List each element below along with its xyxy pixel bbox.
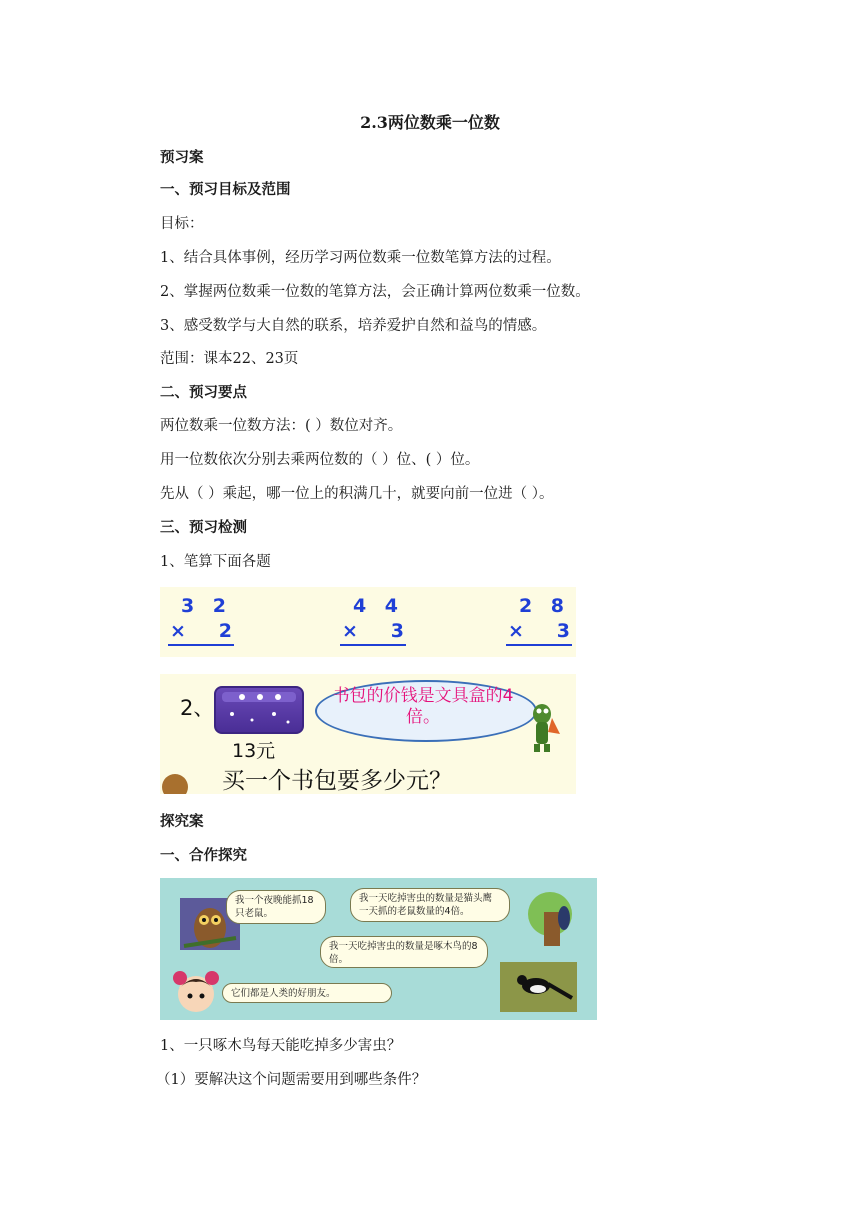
key-point-3: 先从（ ）乘起，哪一位上的积满几十，就要向前一位进（ ）。: [160, 486, 554, 502]
problem-question: 买一个书包要多少元？: [222, 768, 452, 794]
explore-question-1-sub: （1）要解决这个问题需要用到哪些条件？: [156, 1072, 427, 1088]
calc-top-number: 3 2: [180, 595, 232, 617]
multiply-sign: ×: [508, 620, 524, 642]
page-title: 2.3两位数乘一位数: [360, 113, 500, 132]
check-question-1: 1、笔算下面各题: [160, 554, 271, 570]
goal-3: 3、感受数学与大自然的联系，培养爱护自然和益鸟的情感。: [160, 318, 547, 334]
goal-1: 1、结合具体事例，经历学习两位数乘一位数笔算方法的过程。: [160, 250, 561, 266]
key-point-1: 两位数乘一位数方法：( ）数位对齐。: [160, 418, 403, 434]
vertical-calc-figure: [160, 587, 576, 657]
pencil-mascot-icon: [526, 698, 562, 754]
bubble-text: 书包的价钱是文具盒的4倍。: [332, 686, 514, 727]
calc-line: [168, 644, 234, 646]
key-point-2: 用一位数依次分别去乘两位数的（ ）位、( ）位。: [160, 452, 480, 468]
pencil-box-icon: [214, 686, 304, 734]
pencil-box-problem-figure: [160, 674, 576, 794]
girl-speech: 它们都是人类的好朋友。: [222, 983, 392, 1003]
calc-top-number: 2 8: [518, 595, 570, 617]
problem-number: 2、: [180, 696, 215, 720]
calc-line: [506, 644, 572, 646]
woodpecker-speech: 我一天吃掉害虫的数量是啄木鸟的8倍。: [320, 936, 488, 968]
calc-problem: [336, 595, 406, 647]
section2-heading: 二、预习要点: [160, 384, 247, 401]
explore-question-1: 1、一只啄木鸟每天能吃掉多少害虫？: [160, 1038, 402, 1054]
birds-figure: [160, 878, 597, 1020]
explore-section1-heading: 一、合作探究: [160, 847, 247, 864]
goal-label: 目标：: [160, 216, 204, 232]
section1-heading: 一、预习目标及范围: [160, 181, 291, 198]
girl-icon: [170, 968, 220, 1020]
calc-top-number: 4 4: [352, 595, 404, 617]
explore-heading: 探究案: [160, 813, 204, 830]
preview-heading: 预习案: [160, 149, 204, 166]
price-label: 13元: [232, 740, 276, 762]
star-pattern: [216, 688, 302, 732]
owl-speech: 我一个夜晚能抓18只老鼠。: [226, 890, 326, 924]
calc-bottom-number: 2: [218, 620, 232, 642]
calc-line: [340, 644, 406, 646]
scope-text: 范围：课本22、23页: [160, 351, 299, 367]
calc-bottom-number: 3: [556, 620, 570, 642]
section3-heading: 三、预习检测: [160, 519, 247, 536]
character-head-icon: [162, 774, 188, 794]
calc-bottom-number: 3: [390, 620, 404, 642]
magpie-photo: [500, 962, 577, 1012]
goal-2: 2、掌握两位数乘一位数的笔算方法，会正确计算两位数乘一位数。: [160, 284, 590, 300]
multiply-sign: ×: [342, 620, 358, 642]
multiply-sign: ×: [170, 620, 186, 642]
eagle-icon: [520, 892, 580, 946]
calc-problem: [502, 595, 572, 647]
calc-problem: [164, 595, 234, 647]
eagle-speech: 我一天吃掉害虫的数量是猫头鹰一天抓的老鼠数量的4倍。: [350, 888, 510, 922]
